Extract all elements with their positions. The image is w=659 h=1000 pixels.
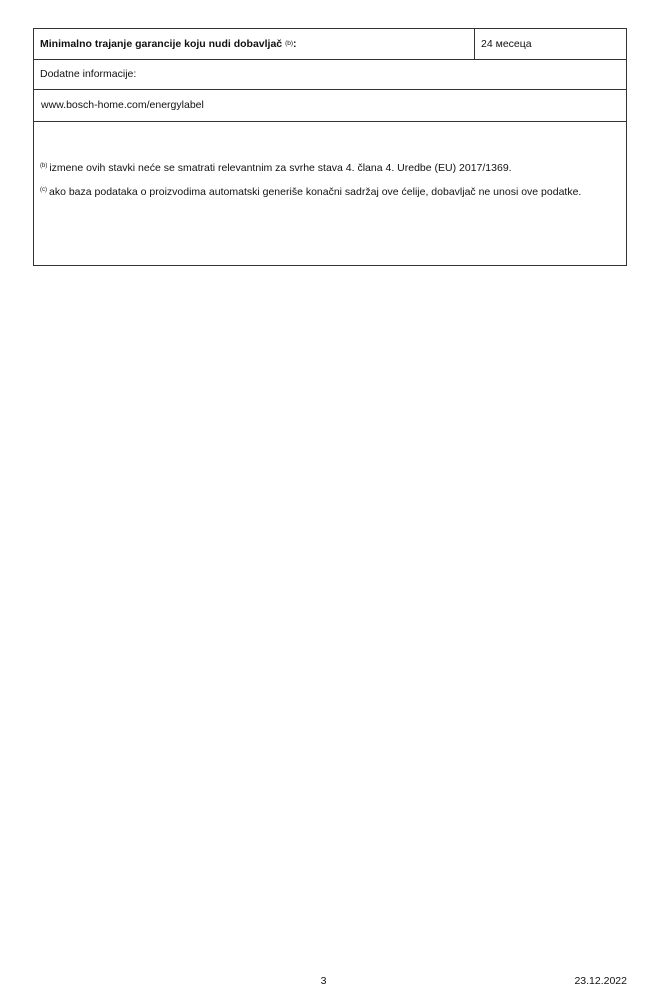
footnote-c: [40, 186, 620, 198]
energylabel-url: www.bosch-home.com/energylabel: [41, 99, 204, 111]
warranty-label: Minimalno trajanje garancije koju nudi dobavljač: [40, 37, 283, 50]
footnote-c-marker: (c): [40, 186, 47, 193]
footnote-c-text: ako baza podataka o proizvodima automatski generiše konačni sadržaj ove ćelije, dobavljač ne unosi ove podatke.: [49, 186, 582, 198]
warranty-label-cell: Minimalno trajanje garancije koju nudi dobavljač (b) :: [34, 29, 475, 59]
notes-row: [34, 122, 626, 265]
warranty-value-cell: [475, 29, 626, 59]
additional-info-row: [34, 60, 626, 90]
footnote-b-text: izmene ovih stavki neće se smatrati relevantnim za svrhe stava 4. člana 4. Uredbe (EU) 2017/1369.: [49, 162, 512, 174]
document-date: 23.12.2022: [574, 975, 627, 987]
info-table: [33, 28, 627, 266]
additional-info-label: Dodatne informacije:: [40, 68, 137, 80]
footnote-b: [40, 162, 620, 174]
warranty-label-suffix: :: [293, 37, 297, 50]
footnote-b-marker: (b): [40, 162, 48, 169]
page-number: 3: [320, 975, 327, 987]
warranty-value: 24 месеца: [481, 37, 532, 50]
url-row: [34, 90, 626, 122]
warranty-row: [34, 29, 626, 60]
